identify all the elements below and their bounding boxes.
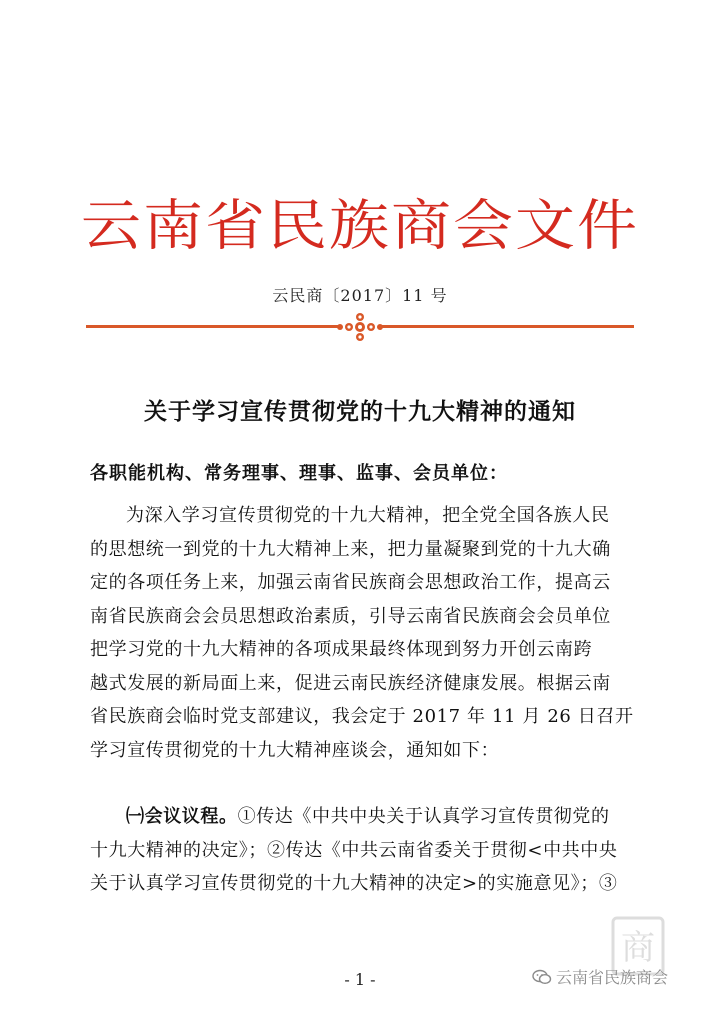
paragraph-line: 把学习党的十九大精神的各项成果最终体现到努力开创云南跨 [90,639,593,660]
paragraph-line: 的思想统一到党的十九大精神上来，把力量凝聚到党的十九大确 [90,538,611,560]
section-heading: ㈠会议议程。 [126,806,238,827]
paragraph-line: 十九大精神的决定》；②传达《中共云南省委关于贯彻<中共中央 [90,839,618,861]
notice-title: 关于学习宣传贯彻党的十九大精神的通知 [144,398,576,425]
watermark-text: 云南省民族商会 [556,968,669,987]
paragraph-line-text: ①传达《中共中央关于认真学习宣传贯彻党的 [237,806,610,827]
document-number: 云民商〔2017〕11 号 [272,286,448,305]
document-header-title: 云南省民族商会文件 [81,193,639,259]
paragraph-line: 定的各项任务上来，加强云南省民族商会思想政治工作，提高云 [90,572,611,593]
paragraph-line: 关于认真学习宣传贯彻党的十九大精神的决定>的实施意见》；③ [90,873,618,894]
wechat-icon [532,969,552,985]
paragraph-line: 越式发展的新局面上来，促进云南民族经济健康发展。根据云南 [90,672,611,694]
paragraph-2 [90,800,635,901]
page-number: - 1 - [344,970,376,989]
paragraph-line: 学习宣传贯彻党的十九大精神座谈会，通知如下： [90,739,500,761]
watermark [532,965,668,988]
paragraph-line: 为深入学习宣传贯彻党的十九大精神，把全党全国各族人民 [126,505,610,526]
logo-char: 商 [621,928,655,968]
salutation: 各职能机构、常务理事、理事、监事、会员单位： [90,463,508,484]
header-separator [86,312,634,342]
paragraph-line: 南省民族商会会员思想政治素质，引导云南省民族商会会员单位 [90,605,611,627]
paragraph-line [90,800,635,834]
paragraph-1 [90,499,635,767]
separator-line-right [382,325,634,328]
paragraph-line: 省民族商会临时党支部建议，我会定于 2017 年 11 月 26 日召开 [90,706,634,727]
ornament-icon [336,312,384,342]
separator-line-left [86,325,338,328]
